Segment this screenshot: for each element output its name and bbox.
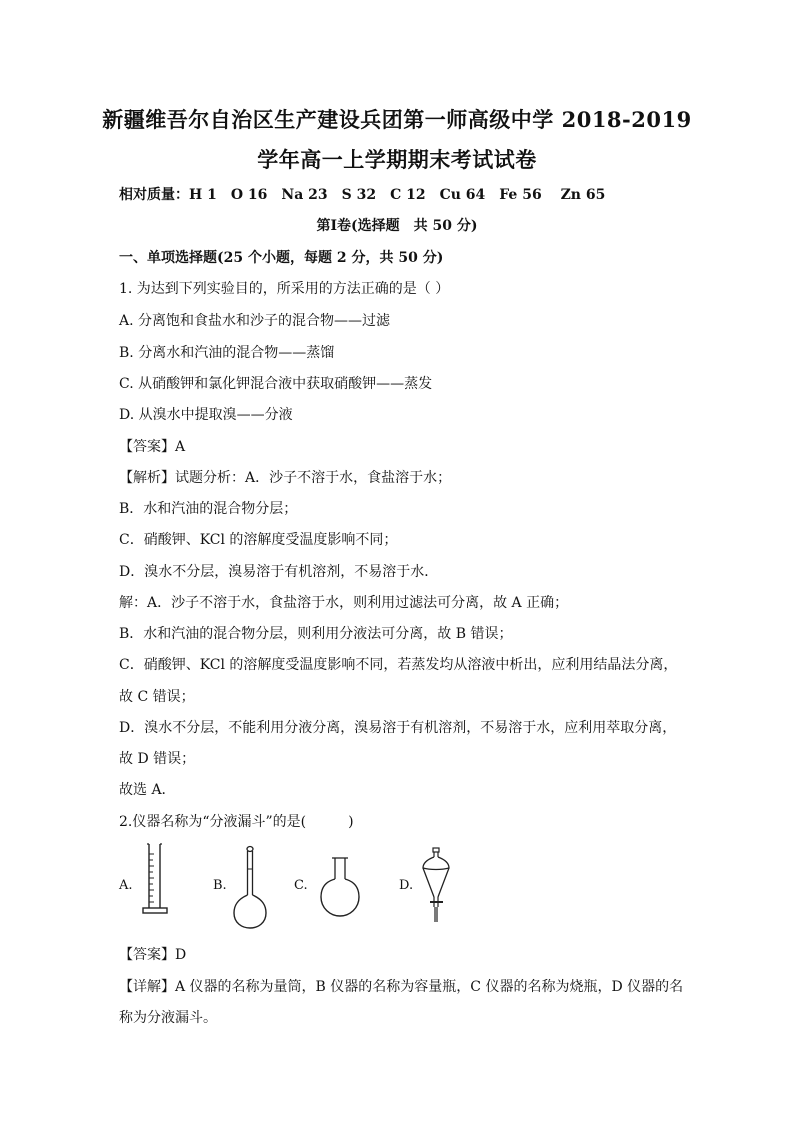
q1-analysis-line: C．硝酸钾、KCl 的溶解度受温度影响不同，若蒸发均从溶液中析出，应利用结晶法分离，: [119, 657, 678, 673]
q1-option-d: D. 从溴水中提取溴——分液: [119, 407, 293, 423]
q1-conclusion: 故选 A．: [119, 782, 176, 798]
q1-option-c: C. 从硝酸钾和氯化钾混合液中获取硝酸钾——蒸发: [119, 376, 433, 392]
q2-detail-line2: 称为分液漏斗。: [119, 1010, 217, 1026]
q1-analysis-line: 故 D 错误；: [119, 751, 196, 767]
part-title: 第Ⅰ卷(选择题 共 50 分): [316, 218, 478, 234]
separatory-funnel-icon: [420, 845, 454, 925]
graduated-cylinder-icon: [140, 840, 170, 918]
q1-answer: 【答案】A: [119, 439, 186, 455]
q2-answer: 【答案】D: [119, 947, 187, 963]
exam-title-line1: 新疆维吾尔自治区生产建设兵团第一师高级中学 2018-2019: [102, 107, 692, 132]
q1-analysis-line: D．溴水不分层，不能利用分液分离，溴易溶于有机溶剂，不易溶于水，应利用萃取分离，: [119, 720, 677, 736]
q1-analysis-line: B．水和汽油的混合物分层，则利用分液法可分离，故 B 错误；: [119, 626, 513, 642]
q1-analysis-line: C．硝酸钾、KCl 的溶解度受温度影响不同；: [119, 532, 398, 548]
q2-option-label-c: C.: [294, 878, 308, 893]
q2-stem: 2.仪器名称为“分液漏斗”的是( ): [119, 814, 354, 830]
q1-analysis-line: 解：A．沙子不溶于水，食盐溶于水，则利用过滤法可分离，故 A 正确；: [119, 595, 569, 611]
round-bottom-flask-icon: [318, 855, 362, 919]
q1-analysis-line: 故 C 错误；: [119, 689, 195, 705]
volumetric-flask-icon: [232, 845, 272, 930]
q2-option-label-a: A.: [119, 878, 133, 893]
q2-option-label-b: B.: [213, 878, 227, 893]
q1-analysis-line: 【解析】试题分析：A．沙子不溶于水，食盐溶于水；: [119, 470, 452, 486]
q1-stem: 1. 为达到下列实验目的，所采用的方法正确的是（ ）: [119, 281, 450, 297]
q1-option-b: B. 分离水和汽油的混合物——蒸馏: [119, 345, 335, 361]
q1-option-a: A. 分离饱和食盐水和沙子的混合物——过滤: [119, 313, 391, 329]
q2-option-label-d: D.: [399, 878, 414, 893]
exam-title-line2: 学年高一上学期期末考试试卷: [257, 147, 537, 172]
q1-analysis-line: D．溴水不分层，溴易溶于有机溶剂，不易溶于水．: [119, 564, 439, 580]
section-title: 一、单项选择题(25 个小题，每题 2 分，共 50 分): [119, 250, 444, 266]
relative-masses: 相对质量：H 1 O 16 Na 23 S 32 C 12 Cu 64 Fe 56 Zn 65: [119, 187, 606, 203]
q1-analysis-line: B．水和汽油的混合物分层；: [119, 501, 298, 517]
q2-detail-line1: 【详解】A 仪器的名称为量筒，B 仪器的名称为容量瓶，C 仪器的名称为烧瓶，D 仪器的名: [119, 979, 684, 995]
